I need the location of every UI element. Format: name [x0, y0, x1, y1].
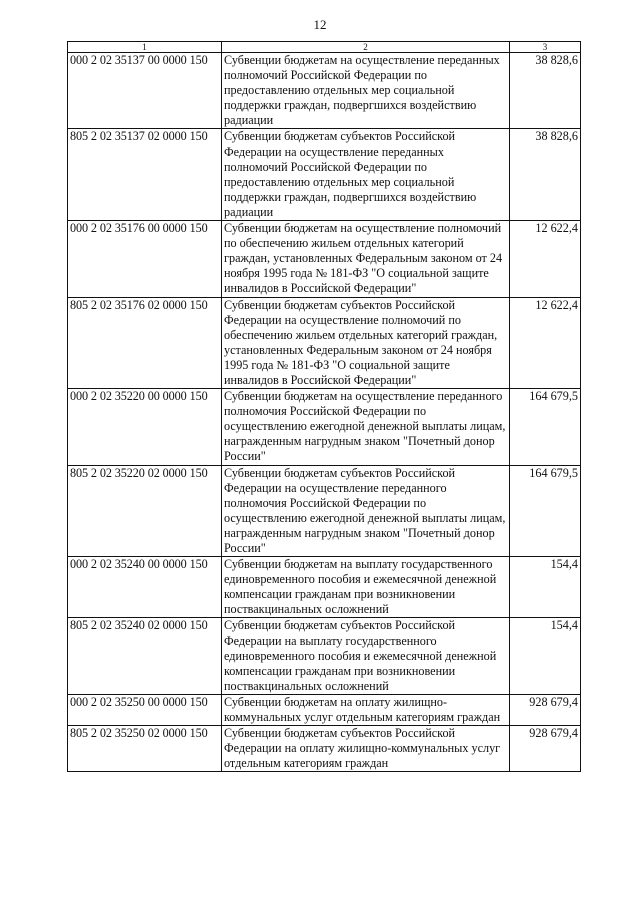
description-cell: Субвенции бюджетам субъектов Российской Федерации на выплату государственного единовременного пособия и ежемесячной денежной компенсации гражданам при возникновении поствакцинальных осложнений — [222, 618, 510, 694]
amount-cell: 164 679,5 — [510, 389, 581, 465]
amount-cell: 38 828,6 — [510, 129, 581, 221]
table-row — [68, 694, 581, 725]
table-row — [68, 465, 581, 557]
budget-code-cell: 000 2 02 35220 00 0000 150 — [68, 389, 222, 465]
description-cell: Субвенции бюджетам субъектов Российской Федерации на осуществление переданных полномочий Российской Федерации по предоставлению отдельных мер социальной поддержки граждан, подвергшихся воздействию радиации — [222, 129, 510, 221]
budget-code-cell: 805 2 02 35176 02 0000 150 — [68, 297, 222, 389]
column-header-name: 2 — [222, 42, 510, 53]
budget-code-cell: 000 2 02 35250 00 0000 150 — [68, 694, 222, 725]
table-row — [68, 618, 581, 694]
budget-code-cell: 000 2 02 35176 00 0000 150 — [68, 221, 222, 297]
budget-code-cell: 000 2 02 35240 00 0000 150 — [68, 557, 222, 618]
budget-revenue-table — [67, 41, 581, 772]
amount-cell: 164 679,5 — [510, 465, 581, 557]
page-number: 12 — [313, 17, 327, 32]
table-row — [68, 557, 581, 618]
budget-code-cell: 000 2 02 35137 00 0000 150 — [68, 53, 222, 129]
amount-cell: 12 622,4 — [510, 221, 581, 297]
amount-cell: 928 679,4 — [510, 694, 581, 725]
amount-cell: 12 622,4 — [510, 297, 581, 389]
budget-code-cell: 805 2 02 35137 02 0000 150 — [68, 129, 222, 221]
description-cell: Субвенции бюджетам субъектов Российской Федерации на осуществление переданного полномочия Российской Федерации по осуществлению ежегодной денежной выплаты лицам, награжденным нагрудным знаком "Почетный донор России" — [222, 465, 510, 557]
budget-code-cell: 805 2 02 35240 02 0000 150 — [68, 618, 222, 694]
amount-cell: 154,4 — [510, 618, 581, 694]
description-cell: Субвенции бюджетам на осуществление переданного полномочия Российской Федерации по осуществлению ежегодной денежной выплаты лицам, награжденным нагрудным знаком "Почетный донор России" — [222, 389, 510, 465]
description-cell: Субвенции бюджетам на выплату государственного единовременного пособия и ежемесячной денежной компенсации гражданам при возникновении поствакцинальных осложнений — [222, 557, 510, 618]
table-row — [68, 297, 581, 389]
description-cell: Субвенции бюджетам на оплату жилищно-коммунальных услуг отдельным категориям граждан — [222, 694, 510, 725]
table-row — [68, 389, 581, 465]
amount-cell: 38 828,6 — [510, 53, 581, 129]
table-row — [68, 221, 581, 297]
description-cell: Субвенции бюджетам на осуществление полномочий по обеспечению жильем отдельных категорий граждан, установленных Федеральным законом от 24 ноября 1995 года № 181-ФЗ "О социальной защите инвалидов в Российской Федерации" — [222, 221, 510, 297]
description-cell: Субвенции бюджетам субъектов Российской Федерации на осуществление полномочий по обеспечению жильем отдельных категорий граждан, установленных Федеральным законом от 24 ноября 1995 года № 181-ФЗ "О социальной защите инвалидов в Российской Федерации" — [222, 297, 510, 389]
budget-code-cell: 805 2 02 35220 02 0000 150 — [68, 465, 222, 557]
column-header-code: 1 — [68, 42, 222, 53]
budget-code-cell: 805 2 02 35250 02 0000 150 — [68, 726, 222, 772]
table-row — [68, 53, 581, 129]
description-cell: Субвенции бюджетам на осуществление переданных полномочий Российской Федерации по предоставлению отдельных мер социальной поддержки граждан, подвергшихся воздействию радиации — [222, 53, 510, 129]
description-cell: Субвенции бюджетам субъектов Российской Федерации на оплату жилищно-коммунальных услуг отдельным категориям граждан — [222, 726, 510, 772]
amount-cell: 154,4 — [510, 557, 581, 618]
table-row — [68, 129, 581, 221]
amount-cell: 928 679,4 — [510, 726, 581, 772]
column-header-value: 3 — [510, 42, 581, 53]
table-row — [68, 726, 581, 772]
table-header-row — [68, 42, 581, 53]
